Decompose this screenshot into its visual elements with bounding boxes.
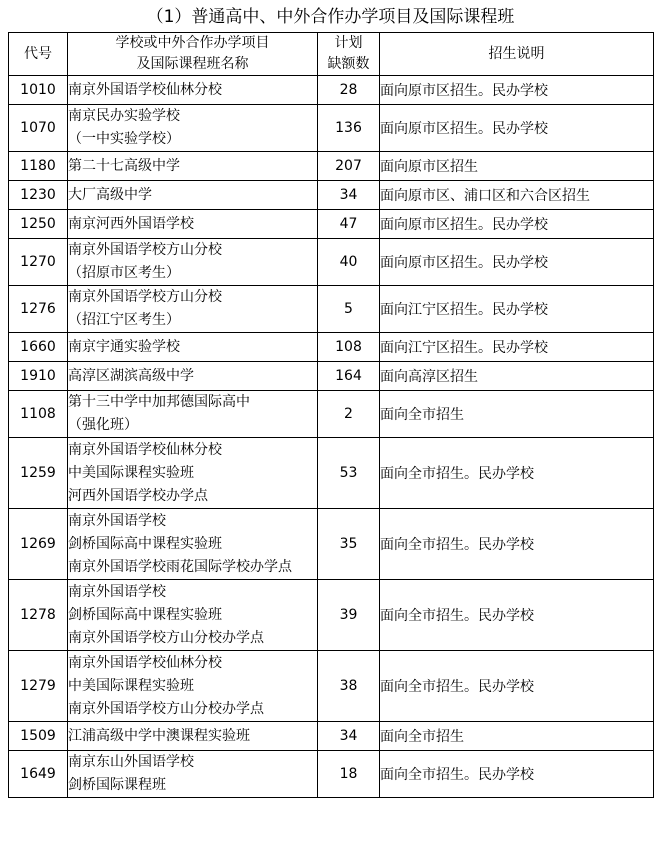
table-row: [9, 105, 654, 152]
name-cell: [68, 722, 318, 751]
desc-cell: 面向全市招生。民办学校: [380, 651, 654, 722]
header-count-line1: 计划: [334, 35, 363, 51]
name-line: 剑桥国际高中课程实验班: [68, 535, 222, 552]
name-cell: [68, 181, 318, 210]
name-cell: [68, 509, 318, 580]
header-name: [68, 33, 318, 76]
code-cell: 1010: [9, 76, 68, 105]
name-line: 南京外国语学校方山分校办学点: [68, 700, 264, 717]
code-cell: 1910: [9, 362, 68, 391]
desc-cell: 面向江宁区招生。民办学校: [380, 333, 654, 362]
name-line: 第二十七高级中学: [68, 157, 180, 174]
name-line: 南京外国语学校方山分校办学点: [68, 629, 264, 646]
header-count: [318, 33, 380, 76]
code-cell: 1276: [9, 286, 68, 333]
name-line: 南京外国语学校: [68, 512, 166, 529]
name-line: 南京外国语学校: [68, 583, 166, 600]
table-row: [9, 76, 654, 105]
table-row: [9, 751, 654, 798]
name-cell: [68, 105, 318, 152]
table-row: [9, 391, 654, 438]
name-line: （招原市区考生）: [68, 265, 180, 281]
table-row: [9, 181, 654, 210]
count-cell: 53: [318, 438, 380, 509]
count-cell: 18: [318, 751, 380, 798]
name-cell: [68, 362, 318, 391]
code-cell: 1250: [9, 210, 68, 239]
desc-cell: 面向江宁区招生。民办学校: [380, 286, 654, 333]
name-line: 南京民办实验学校: [68, 108, 180, 124]
name-line: （一中实验学校）: [68, 131, 180, 147]
name-line: 南京宇通实验学校: [68, 338, 180, 355]
name-line: 第十三中学中加邦德国际高中: [68, 394, 250, 410]
name-cell: [68, 239, 318, 286]
name-cell: [68, 76, 318, 105]
count-cell: 34: [318, 722, 380, 751]
count-cell: 207: [318, 152, 380, 181]
header-name-line1: 学校或中外合作办学项目: [115, 35, 270, 51]
name-line: 南京外国语学校仙林分校: [68, 441, 222, 458]
table-row: [9, 651, 654, 722]
code-cell: 1649: [9, 751, 68, 798]
desc-cell: 面向全市招生。民办学校: [380, 509, 654, 580]
count-cell: 28: [318, 76, 380, 105]
name-cell: [68, 152, 318, 181]
enrollment-table: [8, 32, 654, 798]
table-row: [9, 509, 654, 580]
name-line: 南京外国语学校雨花国际学校办学点: [68, 558, 292, 575]
page-title: （1）普通高中、中外合作办学项目及国际课程班: [146, 7, 515, 27]
count-cell: 5: [318, 286, 380, 333]
table-row: [9, 362, 654, 391]
name-line: 南京外国语学校方山分校: [68, 289, 222, 305]
name-line: 南京河西外国语学校: [68, 215, 194, 232]
code-cell: 1270: [9, 239, 68, 286]
name-line: 中美国际课程实验班: [68, 464, 194, 481]
code-cell: 1230: [9, 181, 68, 210]
desc-cell: 面向全市招生: [380, 722, 654, 751]
code-cell: 1259: [9, 438, 68, 509]
count-cell: 38: [318, 651, 380, 722]
table-header-row: [9, 33, 654, 76]
name-line: （强化班）: [68, 417, 138, 433]
desc-cell: 面向全市招生。民办学校: [380, 580, 654, 651]
table-row: [9, 580, 654, 651]
code-cell: 1278: [9, 580, 68, 651]
code-cell: 1660: [9, 333, 68, 362]
count-cell: 39: [318, 580, 380, 651]
desc-cell: 面向原市区招生。民办学校: [380, 105, 654, 152]
name-line: 南京外国语学校仙林分校: [68, 654, 222, 671]
table-row: [9, 239, 654, 286]
code-cell: 1108: [9, 391, 68, 438]
desc-cell: 面向原市区、浦口区和六合区招生: [380, 181, 654, 210]
table-row: [9, 286, 654, 333]
code-cell: 1180: [9, 152, 68, 181]
name-line: （招江宁区考生）: [68, 312, 180, 328]
desc-cell: 面向高淳区招生: [380, 362, 654, 391]
name-line: 河西外国语学校办学点: [68, 487, 208, 504]
code-cell: 1269: [9, 509, 68, 580]
header-count-line2: 缺额数: [327, 56, 370, 72]
name-line: 南京外国语学校方山分校: [68, 242, 222, 258]
name-line: 剑桥国际课程班: [68, 777, 166, 793]
count-cell: 2: [318, 391, 380, 438]
count-cell: 40: [318, 239, 380, 286]
name-line: 中美国际课程实验班: [68, 677, 194, 694]
name-line: 剑桥国际高中课程实验班: [68, 606, 222, 623]
count-cell: 164: [318, 362, 380, 391]
table-row: [9, 438, 654, 509]
name-cell: [68, 751, 318, 798]
table-row: [9, 152, 654, 181]
code-cell: 1279: [9, 651, 68, 722]
desc-cell: 面向全市招生。民办学校: [380, 438, 654, 509]
name-line: 南京东山外国语学校: [68, 754, 194, 770]
table-row: [9, 210, 654, 239]
name-line: 江浦高级中学中澳课程实验班: [68, 727, 250, 744]
name-cell: [68, 210, 318, 239]
table-row: [9, 722, 654, 751]
name-cell: [68, 580, 318, 651]
table-row: [9, 333, 654, 362]
name-cell: [68, 438, 318, 509]
desc-cell: 面向全市招生: [380, 391, 654, 438]
desc-cell: 面向原市区招生。民办学校: [380, 239, 654, 286]
header-code: 代号: [9, 33, 68, 76]
name-line: 南京外国语学校仙林分校: [68, 81, 222, 98]
desc-cell: 面向全市招生。民办学校: [380, 751, 654, 798]
desc-cell: 面向原市区招生。民办学校: [380, 210, 654, 239]
table-body: [9, 76, 654, 798]
count-cell: 108: [318, 333, 380, 362]
desc-cell: 面向原市区招生: [380, 152, 654, 181]
code-cell: 1070: [9, 105, 68, 152]
name-cell: [68, 286, 318, 333]
name-cell: [68, 333, 318, 362]
count-cell: 35: [318, 509, 380, 580]
name-line: 高淳区湖滨高级中学: [68, 367, 194, 384]
count-cell: 47: [318, 210, 380, 239]
name-cell: [68, 391, 318, 438]
code-cell: 1509: [9, 722, 68, 751]
count-cell: 34: [318, 181, 380, 210]
desc-cell: 面向原市区招生。民办学校: [380, 76, 654, 105]
header-name-line2: 及国际课程班名称: [136, 56, 249, 72]
header-desc: 招生说明: [380, 33, 654, 76]
count-cell: 136: [318, 105, 380, 152]
name-line: 大厂高级中学: [68, 186, 152, 203]
name-cell: [68, 651, 318, 722]
